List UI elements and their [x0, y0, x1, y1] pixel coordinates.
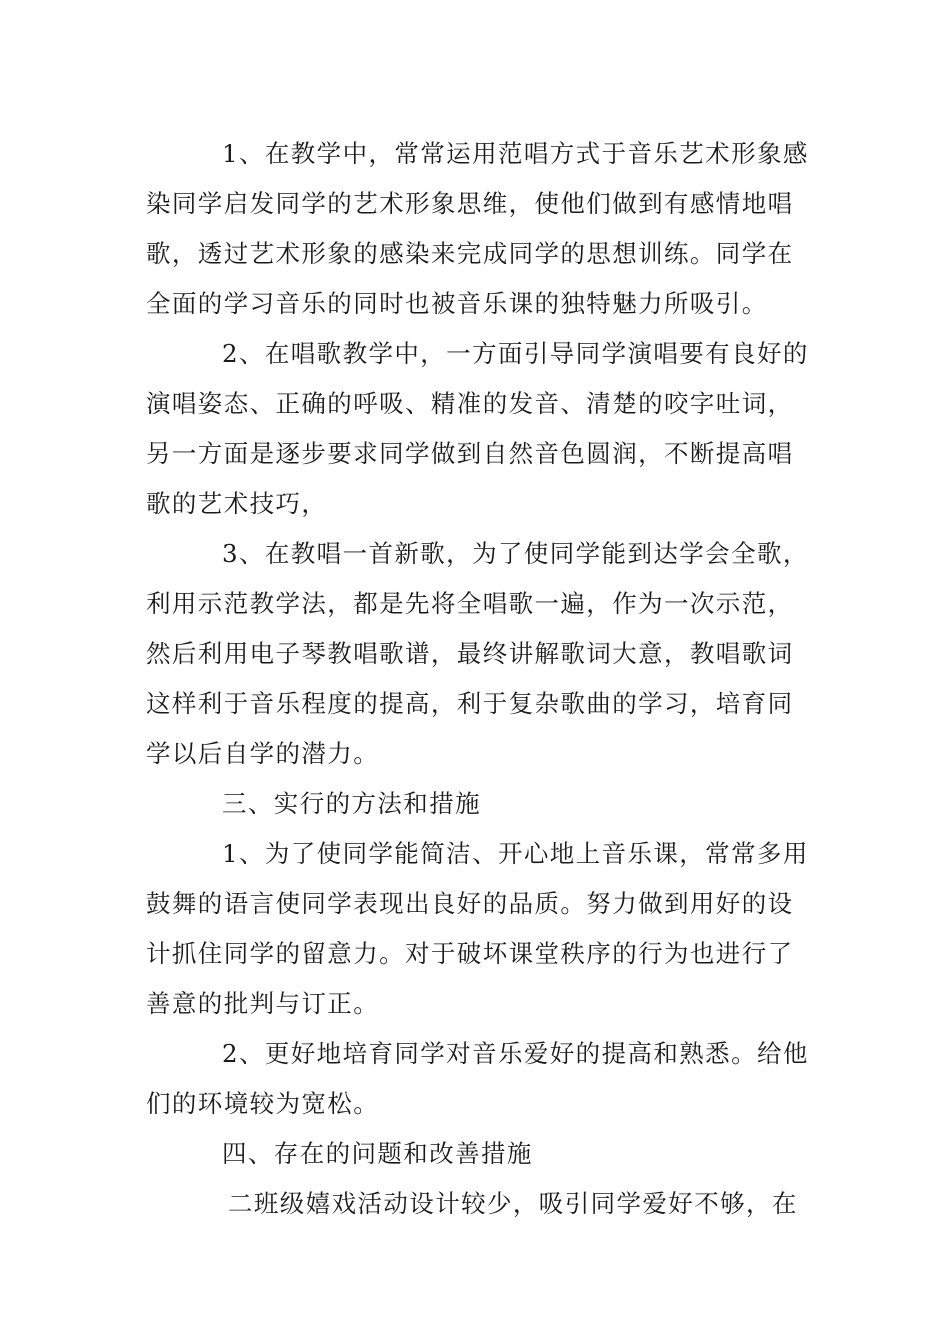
paragraph-line: 演唱姿态、正确的呼吸、精准的发音、清楚的咬字吐词， [146, 389, 794, 418]
paragraph-line: 计抓住同学的留意力。对于破坏课堂秩序的行为也进行了 [146, 939, 794, 968]
paragraph-line: 利用示范教学法，都是先将全唱歌一遍，作为一次示范， [146, 589, 794, 618]
paragraph-line: 1、为了使同学能简洁、开心地上音乐课，常常多用 [222, 839, 809, 868]
paragraph-line: 然后利用电子琴教唱歌谱，最终讲解歌词大意，教唱歌词 [146, 639, 794, 668]
paragraph-line: 3、在教唱一首新歌，为了使同学能到达学会全歌， [222, 539, 809, 568]
paragraph-line: 歌的艺术技巧， [146, 489, 328, 518]
paragraph-line: 二班级嬉戏活动设计较少，吸引同学爱好不够，在 [228, 1189, 798, 1218]
paragraph-line: 1、在教学中，常常运用范唱方式于音乐艺术形象感 [222, 139, 809, 168]
paragraph-line: 这样利于音乐程度的提高，利于复杂歌曲的学习，培育同 [146, 689, 794, 718]
section-heading: 四、存在的问题和改善措施 [222, 1139, 533, 1168]
paragraph-line: 们的环境较为宽松。 [146, 1089, 380, 1118]
paragraph-line: 歌，透过艺术形象的感染来完成同学的思想训练。同学在 [146, 239, 794, 268]
paragraph-line: 染同学启发同学的艺术形象思维，使他们做到有感情地唱 [146, 189, 794, 218]
paragraph-line: 2、更好地培育同学对音乐爱好的提高和熟悉。给他 [222, 1039, 809, 1068]
paragraph-line: 学以后自学的潜力。 [146, 739, 380, 768]
paragraph-line: 另一方面是逐步要求同学做到自然音色圆润，不断提高唱 [146, 439, 794, 468]
section-heading: 三、实行的方法和措施 [222, 789, 481, 818]
paragraph-line: 善意的批判与订正。 [146, 989, 380, 1018]
paragraph-line: 鼓舞的语言使同学表现出良好的品质。努力做到用好的设 [146, 889, 794, 918]
paragraph-line: 2、在唱歌教学中，一方面引导同学演唱要有良好的 [222, 339, 809, 368]
paragraph-line: 全面的学习音乐的同时也被音乐课的独特魅力所吸引。 [146, 289, 768, 318]
document-body [146, 129, 810, 1229]
